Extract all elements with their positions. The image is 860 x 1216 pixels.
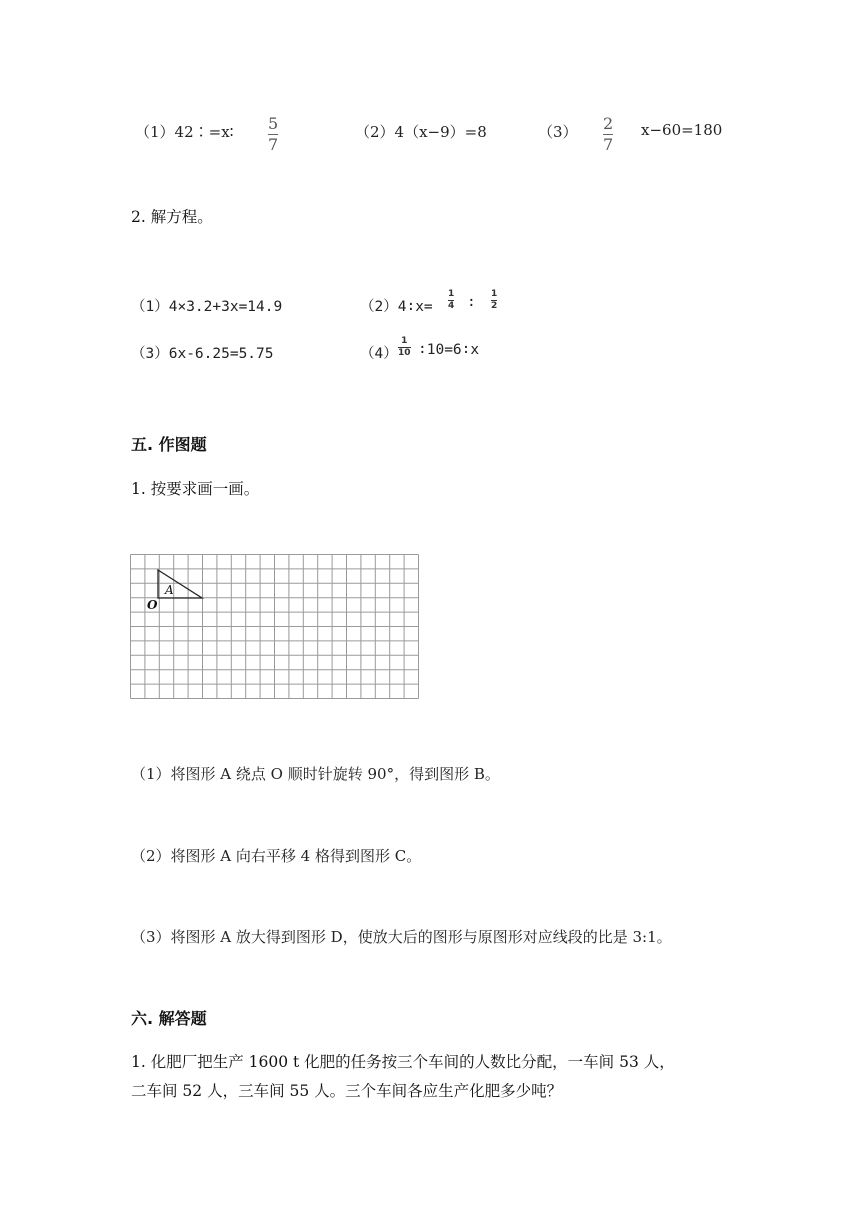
eq-row1-part3-label: （3） (538, 123, 578, 141)
eq-row1-part3-rest: x−60=180 (641, 121, 723, 139)
fraction-denominator: 7 (603, 135, 614, 154)
problem-1-line-2: 二车间 52 人，三车间 55 人。三个车间各应生产化肥多少吨？ (131, 1082, 563, 1100)
fraction-1-4 (448, 290, 454, 311)
fraction-numerator: 1 (448, 289, 455, 299)
label-o: O (147, 598, 158, 612)
equation-1: （1）4×3.2+3x=14.9 (131, 299, 283, 315)
fraction-denominator: 4 (448, 301, 455, 311)
problem-1-line-1: 1. 化肥厂把生产 1600 t 化肥的任务按三个车间的人数比分配，一车间 53 人， (131, 1053, 675, 1071)
equation-4-rest: ∶10=6∶x (418, 342, 480, 358)
fraction-2-7 (603, 116, 613, 153)
drawing-grid (130, 554, 420, 700)
fraction-denominator: 2 (491, 301, 498, 311)
section-5-heading: 五. 作图题 (131, 435, 207, 454)
fraction-1-10 (398, 337, 411, 358)
fraction-numerator: 2 (603, 114, 614, 133)
grid-lines (131, 555, 419, 699)
fraction-numerator: 1 (491, 289, 498, 299)
fraction-numerator: 5 (268, 114, 279, 133)
fraction-denominator: 7 (268, 135, 279, 154)
task-2: （2）将图形 A 向右平移 4 格得到图形 C。 (131, 847, 422, 865)
task-1: （1）将图形 A 绕点 O 顺时针旋转 90°，得到图形 B。 (131, 765, 500, 783)
fraction-1-2 (491, 290, 497, 311)
equation-3: （3）6x-6.25=5.75 (131, 346, 274, 362)
section-6-heading: 六. 解答题 (131, 1009, 207, 1028)
fraction-numerator: 1 (401, 336, 408, 346)
eq-row1-part2: （2）4（x−9）=8 (355, 123, 487, 141)
task-3: （3）将图形 A 放大得到图形 D，使放大后的图形与原图形对应线段的比是 3:1。 (131, 928, 672, 946)
fraction-denominator: 10 (398, 348, 411, 358)
equation-2-colon: ∶ (467, 295, 476, 311)
eq-row1-part1: （1）42∶=x∶ (135, 123, 234, 141)
label-a: A (165, 583, 174, 597)
question-2-title: 2. 解方程。 (131, 208, 213, 226)
section-5-question-1: 1. 按要求画一画。 (131, 480, 260, 498)
fraction-5-7 (268, 116, 278, 153)
equation-2-prefix: （2）4∶x= (360, 299, 433, 315)
equation-4-prefix: （4） (360, 346, 398, 362)
